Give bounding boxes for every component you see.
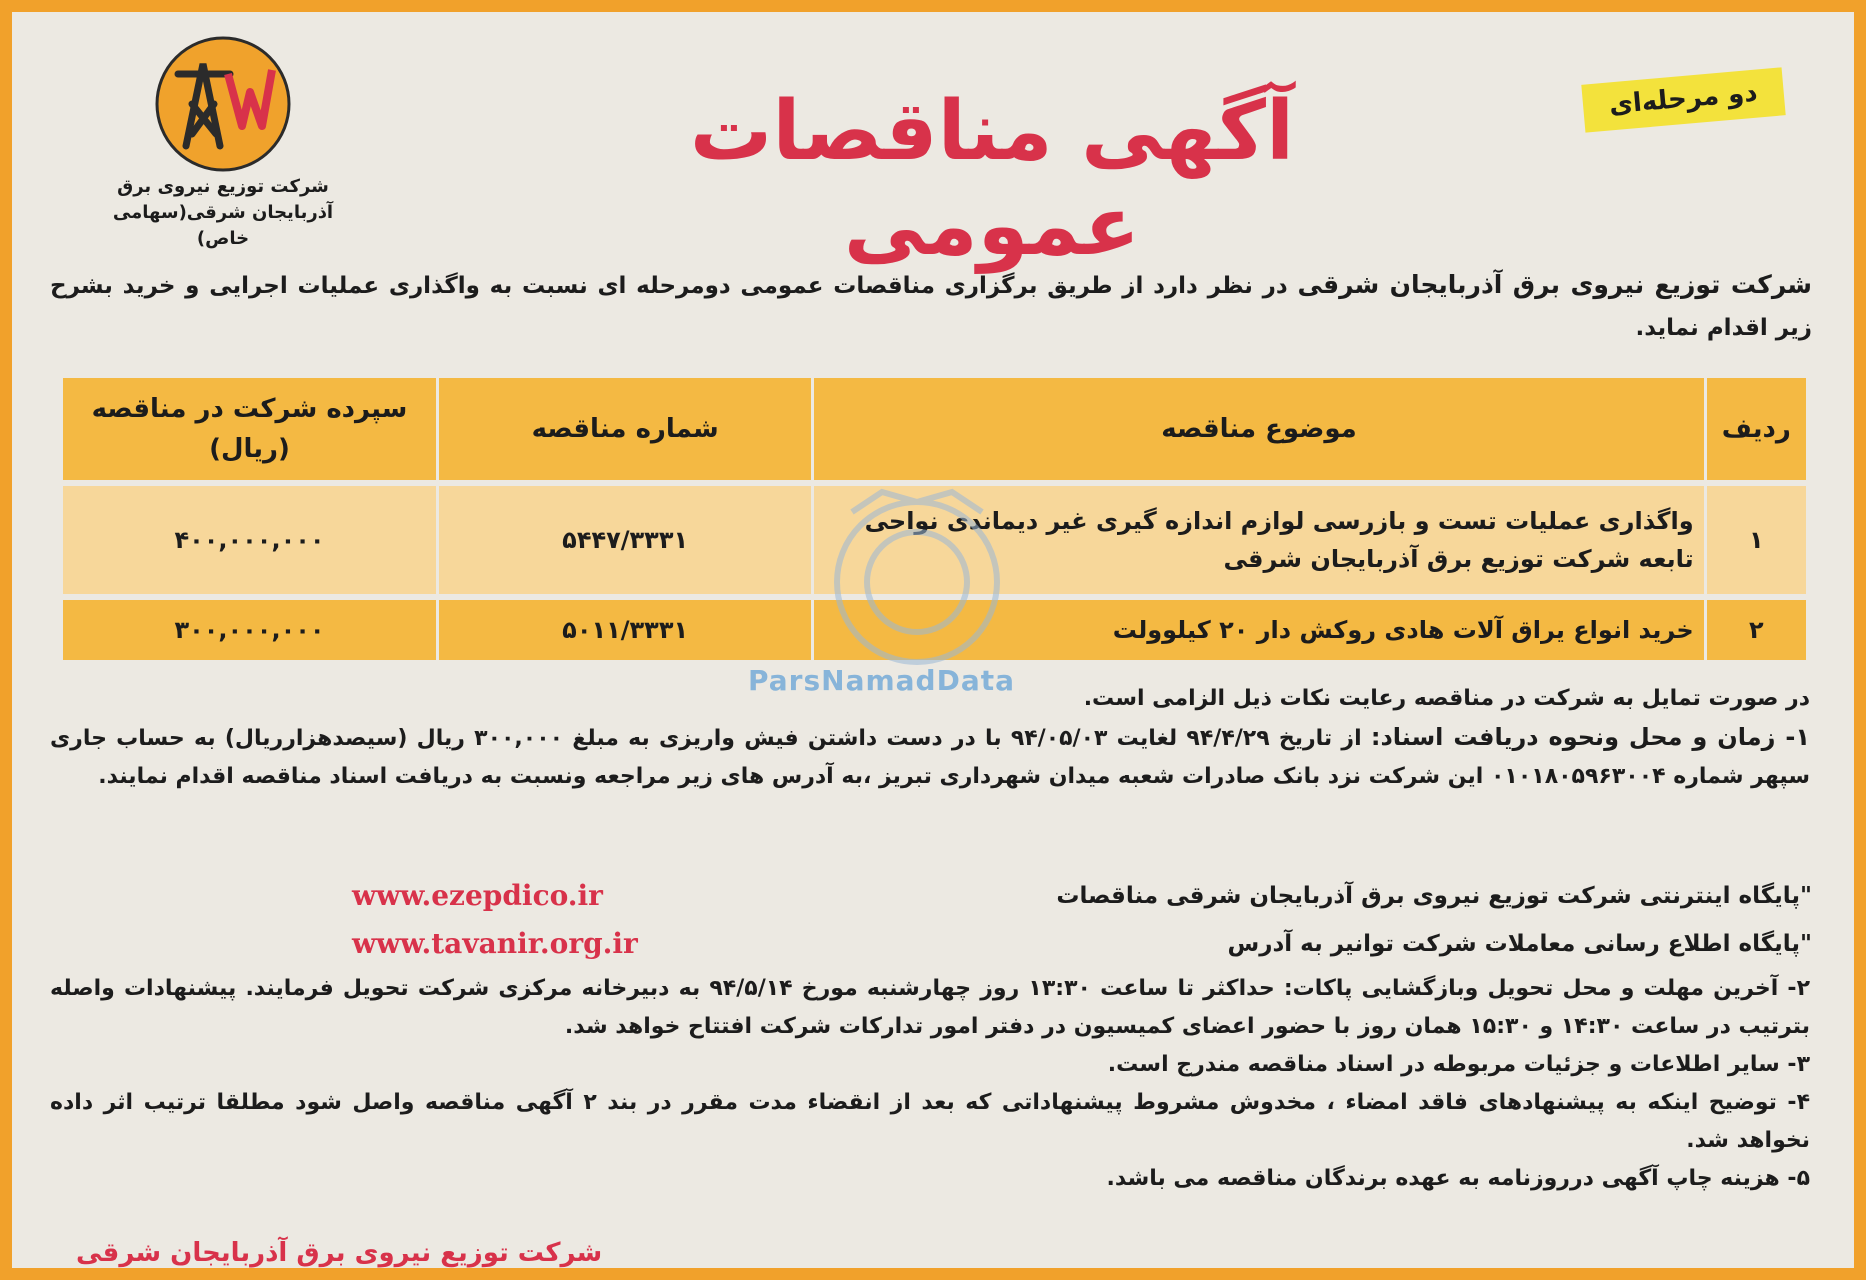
portal-line-2: "پایگاه اطلاع رسانی معاملات شرکت توانیر به آدرس [1227, 931, 1812, 957]
power-tower-icon [148, 34, 298, 174]
row-deposit: ۳۰۰,۰۰۰,۰۰۰ [60, 600, 436, 660]
logo-line-2: آذربایجان شرقی(سهامی خاص) [112, 202, 334, 249]
item-4: ۴- توضیح اینکه به پیشنهادهای فاقد امضاء ، مخدوش مشروط پیشنهاداتی که بعد از انقضاء مدت مقرر در بند ۲ آگهی مناقصه واصل شود مطلقا ترتیب اثر داده نخواهد شد. [50, 1090, 1810, 1153]
item-2-text: حداکثر تا ساعت ۱۳:۳۰ روز چهارشنبه مورخ ۹۴/۵/۱۴ به دبیرخانه مرکزی شرکت تحویل فرمایند. پیشنهادات واصله بترتیب در ساعت ۱۴:۳۰ و ۱۵:۳۰ همان روز با حضور اعضای کمیسیون در دفتر امور تدارکات شرکت افتتاح خواهد شد. [50, 976, 1810, 1039]
row-deposit: ۴۰۰,۰۰۰,۰۰۰ [60, 486, 436, 594]
logo-line-1: شرکت توزیع نیروی برق [117, 176, 329, 197]
row-subject: واگذاری عملیات تست و بازرسی لوازم اندازه گیری غیر دیماندی نواحی تابعه شرکت توزیع برق آذربایجان شرقی [811, 486, 1703, 594]
row-subject: خرید انواع یراق آلات هادی روکش دار ۲۰ کیلوولت [811, 600, 1703, 660]
row-index: ۱ [1704, 486, 1806, 594]
page-title: آگهی مناقصات عمومی [689, 84, 1295, 274]
url-ezepdico-link[interactable]: www.ezepdico.ir [352, 879, 603, 912]
intro-company: شرکت توزیع نیروی برق آذربایجان شرقی [1297, 270, 1812, 299]
footer-company: شرکت توزیع نیروی برق آذربایجان شرقی [76, 1238, 603, 1268]
portal-line-1: "پایگاه اینترنتی شرکت توزیع نیروی برق آذربایجان شرقی مناقصات [1056, 883, 1812, 909]
row-index: ۲ [1704, 600, 1806, 660]
ad-sheet [12, 12, 1854, 1268]
header-deposit: سپرده شرکت در مناقصه (ریال) [60, 378, 436, 480]
item-1-text: از تاریخ ۹۴/۴/۲۹ لغایت ۹۴/۰۵/۰۳ با در دست داشتن فیش واریزی به مبلغ ۳۰۰,۰۰۰ ریال (سیصدهزارریال) به حساب جاری سپهر شماره ۰۱۰۱۸۰۵۹۶۳۰۰۴ این شرکت نزد بانک صادرات شعبه میدان شهرداری تبریز ،به آدرس های زیر مراجعه ونسبت به دریافت اسناد مناقصه اقدام نمایند. [50, 726, 1810, 789]
url-tavanir-link[interactable]: www.tavanir.org.ir [352, 927, 638, 960]
header-subject: موضوع مناقصه [811, 378, 1703, 480]
item-5: ۵- هزینه چاپ آگهی درروزنامه به عهده برندگان مناقصه می باشد. [1106, 1166, 1810, 1191]
body-lead: در صورت تمایل به شرکت در مناقصه رعایت نکات ذیل الزامی است. [1083, 686, 1810, 711]
item-2 [50, 970, 1810, 1046]
links-section [52, 872, 1812, 972]
header-number: شماره مناقصه [436, 378, 811, 480]
item-1 [50, 718, 1810, 796]
item-1-title: ۱- زمان و محل ونحوه دریافت اسناد: [1370, 723, 1810, 751]
header-index: ردیف [1704, 378, 1806, 480]
body-section [50, 680, 1810, 796]
intro-paragraph [50, 264, 1812, 349]
intro-text: در نظر دارد از طریق برگزاری مناقصات عمومی دومرحله ای نسبت به واگذاری عملیات اجرایی و خرید بشرح زیر اقدام نماید. [50, 273, 1812, 341]
row-number: ۵۴۴۷/۳۳۳۱ [436, 486, 811, 594]
table-header-row [60, 378, 1806, 480]
company-logo [98, 34, 348, 252]
watermark-brand: ParsNamadData [748, 664, 1015, 697]
row-number: ۵۰۱۱/۳۳۳۱ [436, 600, 811, 660]
item-3: ۳- سایر اطلاعات و جزئیات مربوطه در اسناد مناقصه مندرج است. [1107, 1052, 1810, 1077]
tail-section [50, 970, 1810, 1198]
item-2-title: ۲- آخرین مهلت و محل تحویل وبازگشایی پاکات: [1283, 976, 1811, 1001]
two-stage-badge: دو مرحله‌ای [1582, 67, 1786, 132]
